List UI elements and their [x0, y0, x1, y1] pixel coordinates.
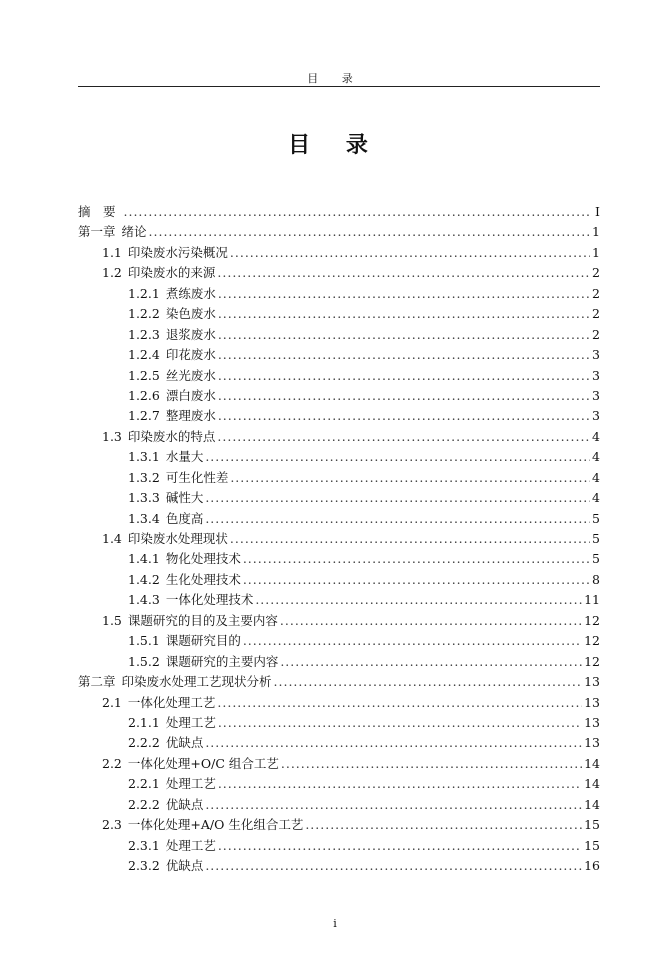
toc-entry-label: 整理废水 — [165, 408, 216, 424]
toc-entry[interactable] — [78, 447, 600, 467]
toc-entry-number: 2.1.1 — [128, 714, 160, 730]
toc-entry[interactable] — [78, 284, 600, 304]
toc-entry-page: 2 — [592, 265, 600, 281]
toc-entry[interactable] — [78, 815, 600, 835]
toc-entry-number: 1.4.3 — [128, 592, 160, 608]
toc-entry-label: 漂白废水 — [165, 387, 216, 403]
toc-leader-dots — [218, 286, 590, 301]
toc-entry-label: 物化处理技术 — [165, 551, 241, 567]
toc-leader-dots — [218, 408, 590, 423]
toc-leader-dots — [243, 551, 590, 566]
toc-leader-dots — [274, 674, 583, 689]
toc-leader-dots — [218, 347, 590, 362]
toc-entry-page: 2 — [592, 326, 600, 342]
toc-entry-number: 1.3.4 — [128, 510, 160, 526]
toc-entry-number: 第一章 — [78, 224, 116, 240]
toc-entry-label: 一体化处理技术 — [165, 592, 254, 608]
toc-entry[interactable] — [78, 631, 600, 651]
toc-entry-label: 碱性大 — [165, 490, 204, 506]
toc-entry-label: 绪论 — [121, 224, 147, 240]
toc-leader-dots — [217, 695, 582, 710]
toc-entry-number: 1.5 — [102, 612, 122, 628]
toc-entry[interactable] — [78, 570, 600, 590]
toc-entry-number: 1.2.1 — [128, 285, 160, 301]
toc-entry-label: 印染废水处理现状 — [127, 531, 228, 546]
toc-entry[interactable] — [78, 795, 600, 815]
toc-entry-page: 3 — [592, 367, 600, 383]
toc-entry-page: 15 — [584, 837, 600, 853]
toc-entry-number: 2.3 — [102, 817, 122, 833]
toc-entry-page: 14 — [584, 755, 600, 771]
toc-entry-number: 1.5.1 — [128, 633, 160, 649]
toc-leader-dots — [149, 224, 590, 239]
toc-entry-page: 5 — [592, 531, 600, 546]
toc-entry-number: 1.2 — [102, 265, 122, 281]
toc-entry[interactable] — [78, 468, 600, 488]
page-title: 目 录 — [288, 132, 382, 158]
toc-entry-label: 处理工艺 — [165, 837, 216, 853]
toc-entry-number: 1.3.2 — [128, 469, 160, 485]
toc-entry-number: 2.3.1 — [128, 837, 160, 853]
toc-entry[interactable] — [78, 754, 600, 774]
toc-entry-label: 处理工艺 — [165, 714, 216, 730]
toc-entry[interactable] — [78, 366, 600, 386]
toc-entry-number: 2.2 — [102, 755, 122, 771]
toc-entry-page: 5 — [592, 510, 600, 526]
toc-entry[interactable] — [78, 693, 600, 713]
toc-entry-number: 第二章 — [78, 674, 116, 690]
toc-entry-label: 色度高 — [165, 510, 204, 526]
toc-entry[interactable] — [78, 856, 600, 876]
toc-entry-page: 13 — [584, 714, 600, 730]
toc-entry-number: 1.2.2 — [128, 306, 160, 322]
toc-leader-dots — [243, 572, 590, 587]
toc-entry-page: 12 — [584, 633, 600, 649]
toc-entry[interactable] — [78, 713, 600, 733]
toc-entry-number: 2.2.2 — [128, 735, 160, 751]
toc-entry-page: 4 — [592, 449, 600, 465]
toc-entry-page: 11 — [584, 592, 600, 608]
toc-leader-dots — [230, 531, 590, 546]
toc-entry-number: 2.1 — [102, 694, 122, 710]
toc-entry-label: 课题研究的主要内容 — [165, 653, 279, 669]
toc-entry-page: 3 — [592, 408, 600, 424]
toc-leader-dots — [205, 490, 590, 505]
toc-entry-label: 水量大 — [165, 449, 204, 465]
toc-leader-dots — [218, 838, 582, 853]
toc-entry-page: 13 — [584, 735, 600, 751]
toc-entry[interactable] — [78, 488, 600, 508]
toc-entry[interactable] — [78, 672, 600, 692]
toc-entry[interactable] — [78, 345, 600, 365]
toc-entry-label: 课题研究目的 — [165, 633, 241, 649]
toc-entry-page: 13 — [584, 694, 600, 710]
toc-entry-label: 煮练废水 — [165, 285, 216, 301]
toc-entry-page: 1 — [592, 244, 600, 260]
toc-leader-dots — [205, 449, 590, 464]
toc-entry-page: I — [595, 204, 600, 219]
toc-entry-page: 2 — [592, 306, 600, 322]
toc-entry[interactable] — [78, 836, 600, 856]
toc-entry-label: 处理工艺 — [165, 776, 216, 792]
toc-leader-dots — [218, 327, 590, 342]
toc-leader-dots — [218, 776, 582, 791]
toc-entry-page: 3 — [592, 387, 600, 403]
toc-leader-dots — [218, 388, 590, 403]
toc-entry-number: 1.3 — [102, 428, 122, 444]
toc-leader-dots — [205, 797, 582, 812]
toc-entry[interactable] — [78, 304, 600, 324]
toc-entry-number: 1.2.3 — [128, 326, 160, 342]
toc-entry-page: 8 — [592, 571, 600, 587]
toc-entry[interactable] — [78, 529, 600, 549]
toc-entry-label: 优缺点 — [165, 735, 204, 751]
toc-entry-number: 1.5.2 — [128, 653, 160, 669]
toc-entry-label: 优缺点 — [165, 858, 204, 873]
toc-entry-number: 1.2.5 — [128, 367, 160, 383]
toc-leader-dots — [218, 306, 590, 321]
toc-entry-label: 退浆废水 — [165, 326, 216, 342]
page-number: i — [333, 917, 337, 930]
toc-entry[interactable] — [78, 733, 600, 753]
toc-leader-dots — [280, 654, 582, 669]
toc-entry-page: 15 — [584, 817, 600, 833]
toc-entry[interactable] — [78, 222, 600, 242]
toc-leader-dots — [255, 592, 582, 607]
toc-leader-dots — [217, 429, 590, 444]
toc-entry-page: 4 — [592, 428, 600, 444]
toc-entry-label: 课题研究的目的及主要内容 — [127, 612, 278, 628]
toc-leader-dots — [124, 204, 590, 219]
toc-entry[interactable] — [78, 652, 600, 672]
toc-entry-page: 1 — [592, 224, 600, 240]
toc-entry-number: 1.4.2 — [128, 571, 160, 587]
toc-leader-dots — [205, 735, 582, 750]
toc-entry-label: 优缺点 — [165, 796, 204, 812]
toc-entry-page: 4 — [592, 469, 600, 485]
toc-leader-dots — [218, 715, 582, 730]
toc-leader-dots — [281, 756, 582, 771]
toc-leader-dots — [280, 613, 582, 628]
toc-entry-number: 1.4 — [102, 531, 122, 546]
toc-entry-page: 16 — [584, 858, 600, 873]
toc-entry-number: 1.2.7 — [128, 408, 160, 424]
toc-leader-dots — [230, 245, 590, 260]
toc-entry[interactable] — [78, 774, 600, 794]
toc-entry-label: 一体化处理工艺 — [127, 694, 216, 710]
toc-leader-dots — [218, 368, 590, 383]
toc-entry[interactable] — [78, 202, 600, 222]
toc-entry-label: 印染废水处理工艺现状分析 — [121, 674, 272, 690]
toc-entry-number: 1.4.1 — [128, 551, 160, 567]
toc-entry-number: 1.3.3 — [128, 490, 160, 506]
toc-entry-number: 摘 要 — [78, 204, 116, 219]
toc-entry[interactable] — [78, 611, 600, 631]
toc-leader-dots — [243, 633, 582, 648]
toc-entry-number: 2.3.2 — [128, 858, 160, 873]
toc-leader-dots — [217, 265, 590, 280]
toc-entry[interactable] — [78, 243, 600, 263]
toc-entry[interactable] — [78, 509, 600, 529]
running-header: 目 录 — [307, 72, 363, 85]
toc-entry-number: 1.2.6 — [128, 387, 160, 403]
toc-entry-number: 2.2.1 — [128, 776, 160, 792]
toc-entry-page: 12 — [584, 612, 600, 628]
toc-entry-page: 4 — [592, 490, 600, 506]
toc-entry-number: 2.2.2 — [128, 796, 160, 812]
toc-entry-label: 印花废水 — [165, 347, 216, 363]
toc-leader-dots — [205, 511, 590, 526]
toc-entry[interactable] — [78, 549, 600, 569]
toc-entry-page: 5 — [592, 551, 600, 567]
toc-entry-page: 12 — [584, 653, 600, 669]
toc-entry-label: 丝光废水 — [165, 367, 216, 383]
toc-entry-page: 3 — [592, 347, 600, 363]
toc-entry-label: 一体化处理+A/O 生化组合工艺 — [127, 817, 304, 833]
toc-entry-label: 印染废水的特点 — [127, 428, 216, 444]
toc-entry-page: 14 — [584, 796, 600, 812]
header-rule — [78, 86, 600, 87]
toc-entry-number: 1.1 — [102, 244, 122, 260]
table-of-contents — [78, 202, 600, 876]
toc-entry[interactable] — [78, 325, 600, 345]
toc-entry[interactable] — [78, 406, 600, 426]
toc-entry-number: 1.3.1 — [128, 449, 160, 465]
toc-entry[interactable] — [78, 263, 600, 283]
toc-entry-label: 可生化性差 — [165, 469, 229, 485]
toc-entry-page: 13 — [584, 674, 600, 690]
toc-entry[interactable] — [78, 386, 600, 406]
toc-entry-page: 14 — [584, 776, 600, 792]
toc-entry[interactable] — [78, 590, 600, 610]
toc-leader-dots — [305, 817, 582, 832]
toc-entry-number: 1.2.4 — [128, 347, 160, 363]
toc-entry-label: 印染废水污染概况 — [127, 244, 228, 260]
toc-entry-label: 染色废水 — [165, 306, 216, 322]
toc-leader-dots — [230, 470, 590, 485]
toc-entry[interactable] — [78, 427, 600, 447]
toc-entry-label: 印染废水的来源 — [127, 265, 216, 281]
toc-entry-label: 一体化处理+O/C 组合工艺 — [127, 755, 279, 771]
toc-entry-page: 2 — [592, 285, 600, 301]
toc-leader-dots — [205, 858, 582, 873]
toc-entry-label: 生化处理技术 — [165, 571, 241, 587]
